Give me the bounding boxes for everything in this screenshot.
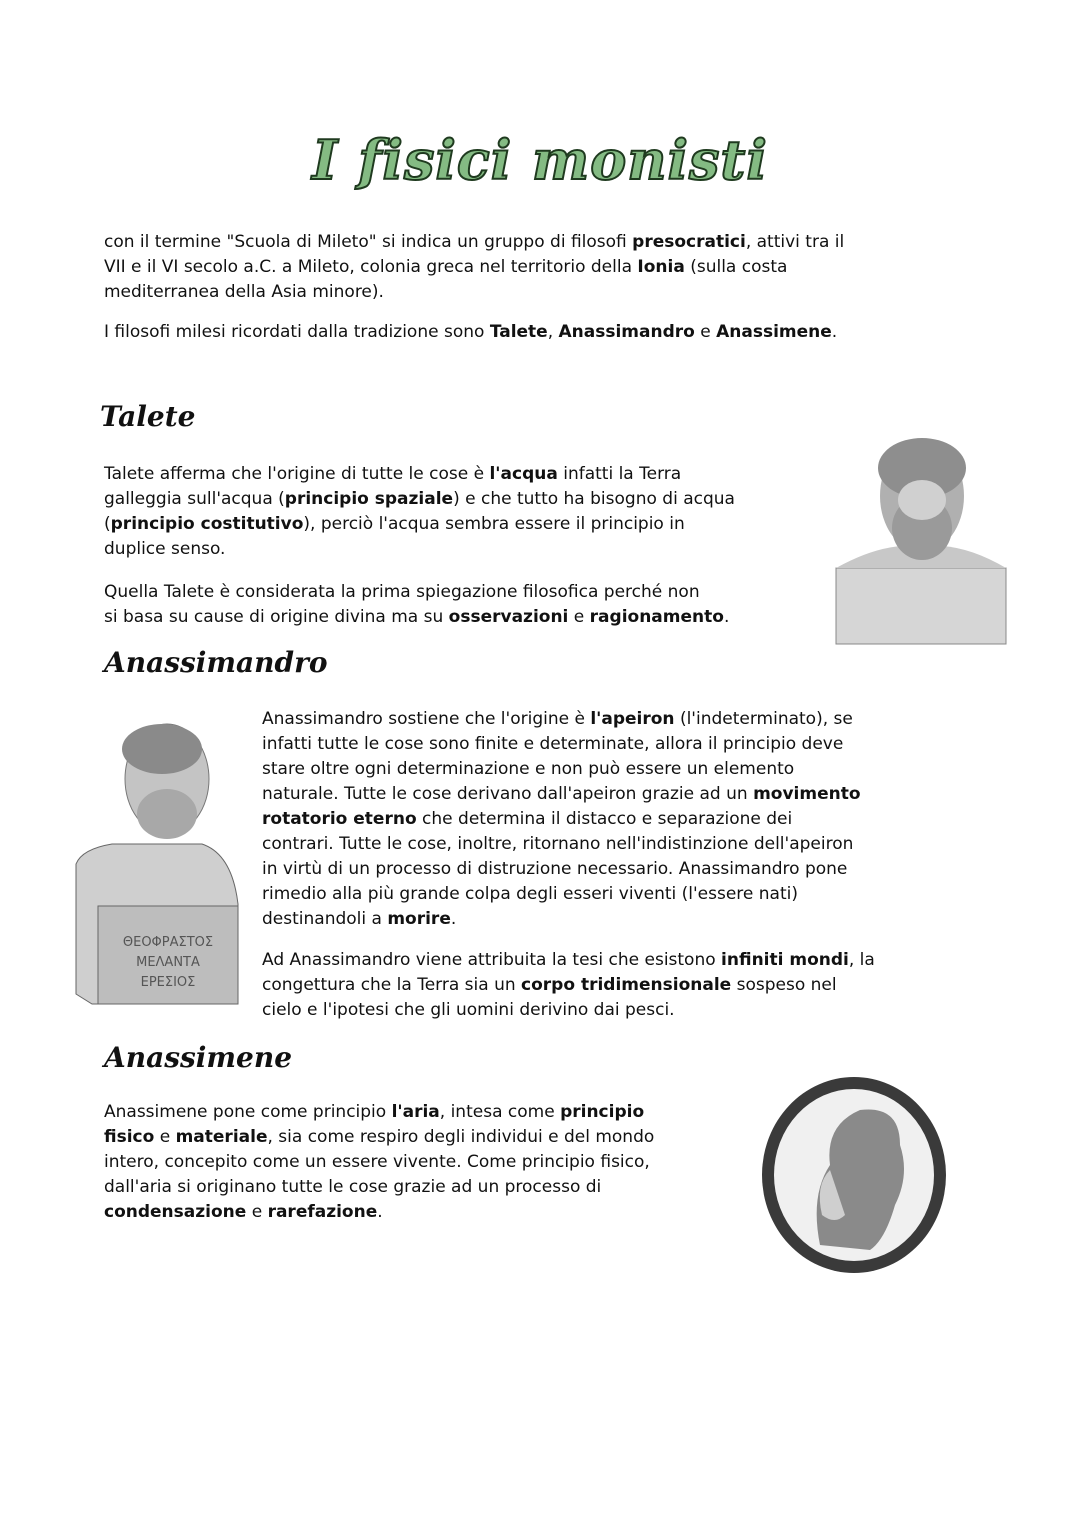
bold-text-segment: fisico xyxy=(104,1127,155,1147)
text-segment: galleggia sull'acqua ( xyxy=(104,489,285,509)
bust-inscription-line: ΕΡΕΣΙΟΣ xyxy=(140,975,196,990)
text-segment: dall'aria si originano tutte le cose grazie ad un processo di xyxy=(104,1177,602,1197)
anassimandro-bust-image xyxy=(72,714,244,1006)
anassimene-medallion-image xyxy=(760,1075,948,1275)
heading-anassimandro xyxy=(104,648,328,678)
text-line xyxy=(262,948,875,973)
bold-text-segment: rotatorio eterno xyxy=(262,809,417,829)
bold-text-segment: ragionamento xyxy=(589,607,724,627)
text-line xyxy=(262,973,875,998)
text-segment: (l'indeterminato), se xyxy=(674,709,853,729)
text-line xyxy=(262,857,861,882)
text-line xyxy=(104,580,729,605)
heading-text: Talete xyxy=(100,400,196,433)
bold-text-segment: rarefazione xyxy=(267,1202,378,1222)
text-segment: Ad Anassimandro viene attribuita la tesi che esistono xyxy=(262,950,722,970)
text-segment: I filosofi milesi ricordati dalla tradizione sono xyxy=(104,322,490,342)
text-segment: contrari. Tutte le cose, inoltre, ritornano nell'indistinzione dell'apeiron xyxy=(262,834,854,854)
bust-inscription-line: ΜΕΛΑΝΤΑ xyxy=(136,955,200,970)
bold-text-segment: principio xyxy=(560,1102,645,1122)
text-segment: , attivi tra il xyxy=(745,232,845,252)
text-segment: infatti la Terra xyxy=(557,464,682,484)
anassimandro-paragraph-1 xyxy=(262,707,861,932)
text-segment: Anassimandro sostiene che l'origine è xyxy=(262,709,591,729)
talete-paragraph-2 xyxy=(104,580,729,630)
text-segment: e xyxy=(568,607,590,627)
talete-bust-image xyxy=(832,428,1012,650)
bold-text-segment: corpo tridimensionale xyxy=(521,975,732,995)
text-line xyxy=(262,707,861,732)
anassimandro-paragraph-2 xyxy=(262,948,875,1023)
text-line xyxy=(104,487,735,512)
text-segment: (sulla costa xyxy=(684,257,788,277)
text-line xyxy=(104,1150,654,1175)
intro-paragraph xyxy=(104,230,844,305)
text-line xyxy=(104,280,844,305)
bold-text-segment: movimento xyxy=(753,784,861,804)
bold-text-segment: l'apeiron xyxy=(590,709,675,729)
text-segment: destinandoli a xyxy=(262,909,388,929)
text-line xyxy=(104,462,735,487)
bust-inscription-line: ΘΕΟΦΡΑΣΤΟΣ xyxy=(122,935,214,950)
text-segment: si basa su cause di origine divina ma su xyxy=(104,607,449,627)
text-segment: , intesa come xyxy=(439,1102,561,1122)
text-segment: ), perciò l'acqua sembra essere il principio in xyxy=(303,514,685,534)
text-segment: stare oltre ogni determinazione e non può essere un elemento xyxy=(262,759,795,779)
bold-text-segment: infiniti mondi xyxy=(721,950,849,970)
bold-text-segment: principio costitutivo xyxy=(110,514,304,534)
text-segment: e xyxy=(694,322,717,342)
text-segment: , la xyxy=(848,950,875,970)
text-segment: . xyxy=(450,909,457,929)
heading-talete xyxy=(100,402,196,432)
bold-text-segment: morire xyxy=(387,909,451,929)
text-line xyxy=(104,1175,654,1200)
bold-text-segment: Ionia xyxy=(637,257,685,277)
text-line xyxy=(262,907,861,932)
bold-text-segment: osservazioni xyxy=(448,607,569,627)
text-segment: con il termine "Scuola di Mileto" si indica un gruppo di filosofi xyxy=(104,232,633,252)
bold-text-segment: l'aria xyxy=(391,1102,440,1122)
text-segment: rimedio alla più grande colpa degli esseri viventi (l'essere nati) xyxy=(262,884,798,904)
text-segment: . xyxy=(831,322,838,342)
text-segment: mediterranea della Asia minore). xyxy=(104,282,384,302)
text-line xyxy=(104,1200,654,1225)
text-line xyxy=(104,230,844,255)
text-segment: intero, concepito come un essere vivente. Come principio fisico, xyxy=(104,1152,650,1172)
text-line xyxy=(104,537,735,562)
bold-text-segment: materiale xyxy=(175,1127,268,1147)
text-line xyxy=(104,1100,654,1125)
bold-text-segment: Talete xyxy=(489,322,548,342)
text-segment: VII e il VI secolo a.C. a Mileto, colonia greca nel territorio della xyxy=(104,257,638,277)
text-line xyxy=(262,998,875,1023)
text-line xyxy=(262,732,861,757)
text-segment: . xyxy=(723,607,730,627)
text-segment: infatti tutte le cose sono finite e determinate, allora il principio deve xyxy=(262,734,844,754)
text-line xyxy=(262,782,861,807)
text-segment: Anassimene pone come principio xyxy=(104,1102,392,1122)
bold-text-segment: principio spaziale xyxy=(284,489,454,509)
text-segment: Quella Talete è considerata la prima spiegazione filosofica perché non xyxy=(104,582,700,602)
text-line xyxy=(262,832,861,857)
bold-text-segment: Anassimandro xyxy=(558,322,695,342)
text-segment: naturale. Tutte le cose derivano dall'apeiron grazie ad un xyxy=(262,784,754,804)
text-segment: , sia come respiro degli individui e del mondo xyxy=(267,1127,655,1147)
text-segment: . xyxy=(377,1202,383,1222)
text-line xyxy=(104,255,844,280)
heading-text: Anassimandro xyxy=(104,646,328,679)
text-segment: Talete afferma che l'origine di tutte le cose è xyxy=(104,464,490,484)
text-segment: ) e che tutto ha bisogno di acqua xyxy=(453,489,735,509)
text-line xyxy=(104,512,735,537)
heading-text: Anassimene xyxy=(104,1041,293,1074)
text-segment: , xyxy=(547,322,559,342)
text-segment: cielo e l'ipotesi che gli uomini derivino dai pesci. xyxy=(262,1000,675,1020)
text-line xyxy=(104,1125,654,1150)
text-segment: che determina il distacco e separazione dei xyxy=(416,809,793,829)
text-line xyxy=(262,757,861,782)
anassimene-paragraph xyxy=(104,1100,654,1225)
bold-text-segment: Anassimene xyxy=(716,322,832,342)
talete-paragraph-1 xyxy=(104,462,735,562)
heading-anassimene xyxy=(104,1043,292,1073)
text-line xyxy=(262,882,861,907)
bold-text-segment: l'acqua xyxy=(489,464,558,484)
text-segment: e xyxy=(154,1127,176,1147)
text-segment: sospeso nel xyxy=(731,975,837,995)
text-segment: e xyxy=(246,1202,268,1222)
text-line xyxy=(104,605,729,630)
text-segment: congettura che la Terra sia un xyxy=(262,975,522,995)
bold-text-segment: presocratici xyxy=(632,232,746,252)
text-line xyxy=(104,320,837,345)
bold-text-segment: condensazione xyxy=(104,1202,247,1222)
text-line xyxy=(262,807,861,832)
text-segment: duplice senso. xyxy=(104,539,226,559)
text-segment: in virtù di un processo di distruzione necessario. Anassimandro pone xyxy=(262,859,848,879)
page-title: I fisici monisti xyxy=(312,128,768,192)
intro-philosophers-paragraph xyxy=(104,320,837,345)
text-segment: ( xyxy=(104,514,111,534)
